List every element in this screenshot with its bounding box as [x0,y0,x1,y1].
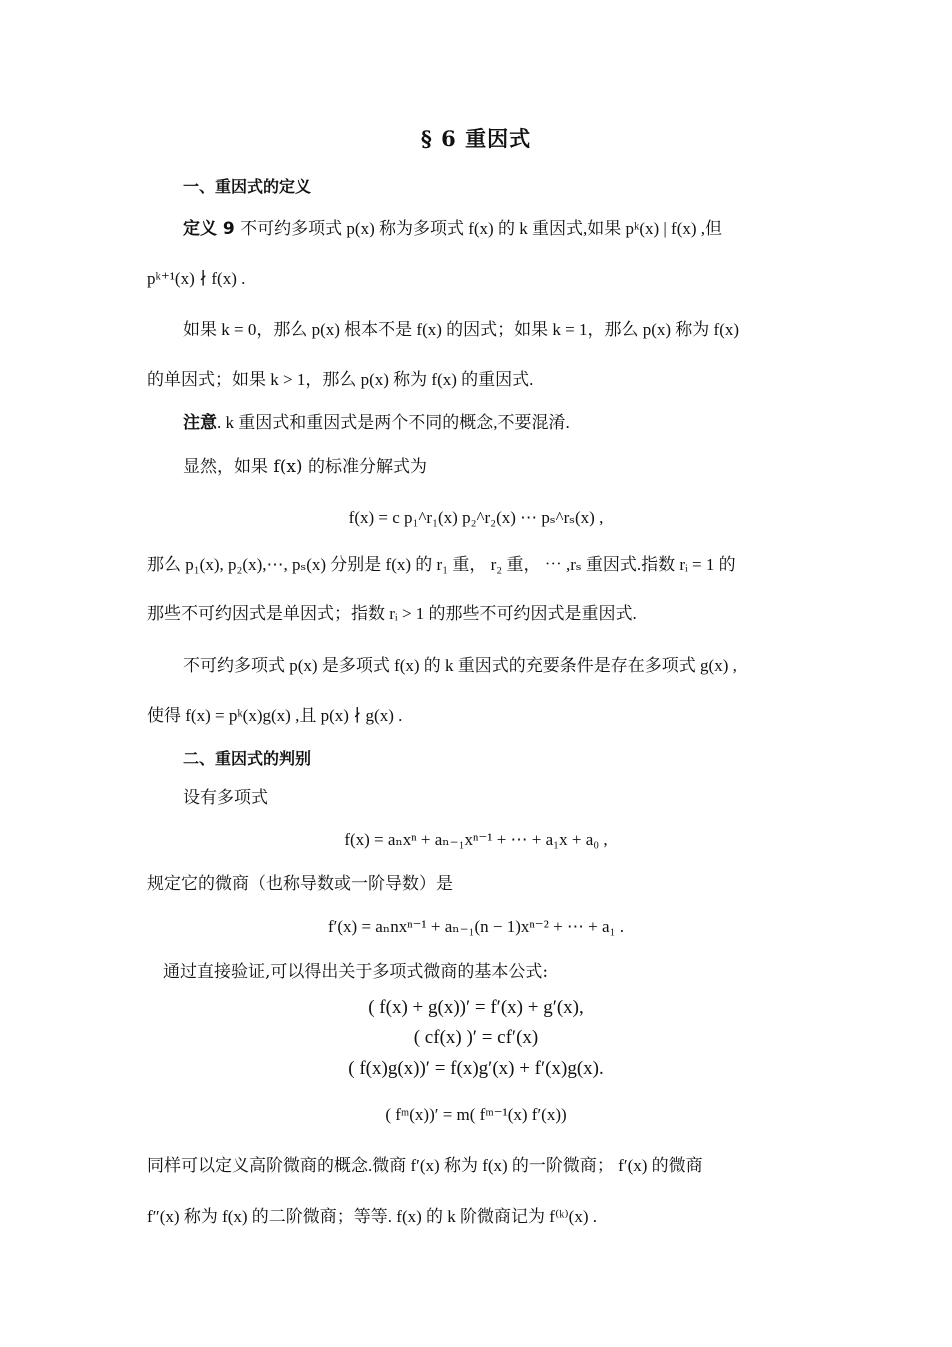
definition-line-1 [183,218,722,240]
note-label: 注意 [183,413,217,433]
paragraph-2: 显然，如果 f(x) 的标准分解式为 [183,457,427,477]
paragraph-6: 规定它的微商（也称导数或一阶导数）是 [147,874,453,894]
equation-factorization: f(x) = c p₁^r₁(x) p₂^r₂(x) ⋯ pₛ^rₛ(x) , [348,508,604,527]
formula-sum-rule: ( f(x) + g(x))′ = f′(x) + g′(x), [368,997,584,1018]
formula-power-rule: ( fᵐ(x))′ = m( fᵐ⁻¹(x) f′(x)) [385,1105,567,1124]
note-line [183,412,570,434]
heading-definition: 一、重因式的定义 [183,177,312,196]
equation-polynomial: f(x) = aₙxⁿ + aₙ₋₁xⁿ⁻¹ + ⋯ + a₁x + a₀ , [344,830,608,849]
paragraph-4-line-2: 使得 f(x) = pᵏ(x)g(x) ,且 p(x) ∤ g(x) . [147,706,403,725]
note-text: . k 重因式和重因式是两个不同的概念,不要混淆. [217,413,570,432]
paragraph-4-line-1: 不可约多项式 p(x) 是多项式 f(x) 的 k 重因式的充要条件是存在多项式 g(x) , [183,656,737,675]
paragraph-3-line-2: 那些不可约因式是单因式；指数 rᵢ > 1 的那些不可约因式是重因式. [147,604,637,623]
definition-label: 定义 9 [183,219,235,239]
paragraph-8-line-1: 同样可以定义高阶微商的概念.微商 f′(x) 称为 f(x) 的一阶微商； f′(x) 的微商 [147,1156,703,1175]
paragraph-5: 设有多项式 [183,788,268,808]
formula-constant-rule: ( cf(x) )′ = cf′(x) [413,1027,539,1048]
paragraph-1-line-1: 如果 k = 0，那么 p(x) 根本不是 f(x) 的因式；如果 k = 1，那么 p(x) 称为 f(x) [183,320,740,339]
paragraph-3-line-1: 那么 p₁(x), p₂(x),⋯, pₛ(x) 分别是 f(x) 的 r₁ 重， r₂ 重， ⋯ ,rₛ 重因式.指数 rᵢ = 1 的 [147,555,736,574]
definition-text: 不可约多项式 p(x) 称为多项式 f(x) 的 k 重因式,如果 pᵏ(x) | f(x) ,但 [240,219,723,238]
paragraph-7: 通过直接验证,可以得出关于多项式微商的基本公式: [163,962,549,982]
paragraph-1-line-2: 的单因式；如果 k > 1，那么 p(x) 称为 f(x) 的重因式. [147,370,534,389]
heading-criterion: 二、重因式的判别 [183,749,312,768]
formula-product-rule: ( f(x)g(x))′ = f(x)g′(x) + f′(x)g(x). [348,1058,604,1079]
equation-derivative: f′(x) = aₙnxⁿ⁻¹ + aₙ₋₁(n − 1)xⁿ⁻² + ⋯ + a₁ . [328,917,624,936]
paragraph-8-line-2: f″(x) 称为 f(x) 的二阶微商；等等. f(x) 的 k 阶微商记为 f⁽ᵏ⁾(x) . [147,1207,597,1226]
section-title: § 6 重因式 [420,126,532,151]
definition-line-2: pᵏ⁺¹(x) ∤ f(x) . [147,269,246,288]
